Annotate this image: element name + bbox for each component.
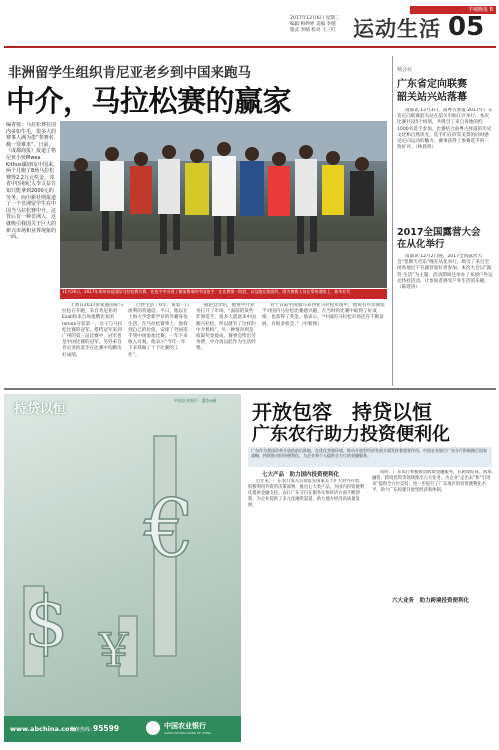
ad-bank-cn: 中国农业银行 <box>164 722 206 730</box>
feature-col2: 同时，广东农行积极推动跨境金融服务，在跨境结算、跨境融资、跨境投资等领域推出六大业务，为企业“走出去”和“引进来”提供全方位支持，进一步提升了广东地区的投资便利化水平，助力广东构建开放型经济新体制。 <box>372 470 492 493</box>
feature-col1: 近年来，广东农行深入贯彻落实国家关于扩大对外开放、积极利用外资的决策部署，推出七大类产品，为国内投资便利化提供金融支持。农行广东分行在服务实体经济方面不断创新，为企业提供了多元化融资渠道，助力地方经济高质量发展。 <box>248 479 365 508</box>
lead-body-col1: 上周日2017张家港国际马拉松在开跑，来自肯尼亚的Ezall和来自埃塞俄比亚的Iamen分获第一，女子与马拉松比赛的冠军。搭档冠军来到广州的第三站比赛中，冠军也是中国比赛的冠军。另外来自肯尼亚的选手在比赛中均跑出好成绩。 <box>62 303 124 358</box>
proof-line: 版式 李晴 校对 王三红 <box>290 28 336 34</box>
bank-logo-icon <box>146 721 160 735</box>
ad-website[interactable]: www.abchina.com <box>10 725 77 733</box>
ad-hotline[interactable]: 95599 <box>93 724 120 733</box>
editor-note: 编者按：马拉松赛在国内多如牛毛，很多大的赛事人满为患“参赛名额一票难求”。日前，《成都商报》报道了格尼亚小伙Mwea Kithusi跟朋友中国来，两个月跑了8场马拉松赛得2.2万元奖金。邻省中国祖纪人李文益告知只能拿到2000元的劳务。而中新社则报道了一个非洲留学生在中国当马拉松赛中介，这背后有一种非洲人，这就吸引我国关于巨大的新兴市场和业界现象的一面。 <box>6 122 58 241</box>
feature-subhead-2: 六大业务 助力跨境投资便利化 <box>392 598 470 604</box>
brief1-body: 南都讯 12月3日，南粤古驿道·2017年广东省定向联赛韶关站在韶关市曲江区举行。本次比赛共设5个组别，共吸引了来自各地的约1000名选手参加。比赛结合南粤古驿道的历史文化和自然风光，选手们在欣赏美景的同时感受定向运动的魅力。赛事获得了参赛选手的一致好评。（林晨鸿） <box>397 108 493 151</box>
ad-bank-en: AGRICULTURAL BANK OF CHINA <box>164 731 212 735</box>
feature-headline-1: 开放包容 持贷以恒 <box>252 400 432 424</box>
ad-hotline-label: 服务热线： <box>70 727 96 733</box>
svg-text:€: € <box>144 482 195 575</box>
brief1-title-1: 广东省定向联赛 <box>397 79 467 90</box>
section-title: 运动生活 <box>353 17 441 41</box>
bank-ad <box>4 394 241 742</box>
runners-illustration <box>60 121 387 288</box>
marathon-photo <box>60 121 387 288</box>
lead-body-col3: 据赵廷介绍，他说中介业务打开了市场，“面前的某些非洲选手，很多人愿意来中国跑马拉松，所以就有了这样的中介机构”。另一种情况则是收取奖金提成，赛事会给出劳务费，中介再以此作为生活经费。 <box>196 303 256 352</box>
currency-symbols-art <box>4 416 241 686</box>
feature-headline-2: 广东农行助力投资便利化 <box>252 424 450 445</box>
lead-body-col4: 对于日前中国加马来西亚马拉松市场中，他说有些非洲选手对国内马拉松比赛感兴趣，在当时的比赛中取得了好成绩，也获得了奖金。他表示，“中国的马拉松市场还在不断发展，有很多机会。”（中新网） <box>262 303 385 327</box>
headline: 中介，马拉松赛的赢家 <box>6 84 292 118</box>
brief2-title-2: 在从化举行 <box>397 239 445 250</box>
brief2-body: 南都讯 12月2日晚，2017全国露营大会“星期天音乐”晚在从化举行，吸引了来自全国各地近千名露营爱好者参加。本次大会以“露营·生活”为主题，活动期间还举办了多项户外运动体验活动，让参加者感受户外生活的乐趣。（陈建涛） <box>397 254 493 291</box>
brief2-title-1: 2017全国露营大会 <box>397 227 481 238</box>
ad-title: 持贷以恒 <box>14 402 67 417</box>
kicker: 非洲留学生组织肯尼亚老乡到中国来跑马 <box>8 65 251 81</box>
page-number: 05 <box>448 12 485 42</box>
photo-caption: 11月26日，2017年郑州首届国际马拉松赛开赛，在选手中出现了参加赛事的中国选手，在比赛第一阶段，以及跑在前面的，图为参赛人员在郑州道路上，新华社发 <box>60 289 387 299</box>
svg-text:$: $ <box>24 581 69 663</box>
feature-intro: 广东作为我国改革开放的前沿阵地，在优化营商环境、推动开放型经济发展方面发挥着重要作用。中国农业银行广东分行积极践行国家战略，持续推动投资便利化，为企业和个人提供全方位的金融服务。 <box>248 447 492 467</box>
ad-footer-bar <box>4 716 241 742</box>
brief1-title-2: 韶关站兴站落幕 <box>397 92 467 103</box>
feature-subhead-1: 七大产品 助力国内投资便利化 <box>262 472 340 478</box>
lead-body-col2: 已经生活了6年，说着一口流利的普通话。平日，他以在上海大学念新学业的外籍身份生活，在马拉松赛事上，他找到自己的价值，安排了外国选手到中国参加比赛，一年下来收入可观，他表示“今年一年下来我做了十个比赛的工作”。 <box>128 303 190 358</box>
banner-tag: 羊城晚报 B <box>410 6 496 14</box>
editor-line: 编辑 梅婷婷 美编 李晴 <box>290 22 336 28</box>
header-rule <box>4 46 496 48</box>
date-line: 2017年12月6日 星期三 <box>290 16 340 21</box>
ad-header: 中国农业银行 · 惠农e通 <box>174 398 217 403</box>
svg-text:¥: ¥ <box>99 623 129 677</box>
brief1-tag: 城会玩 <box>397 67 413 73</box>
